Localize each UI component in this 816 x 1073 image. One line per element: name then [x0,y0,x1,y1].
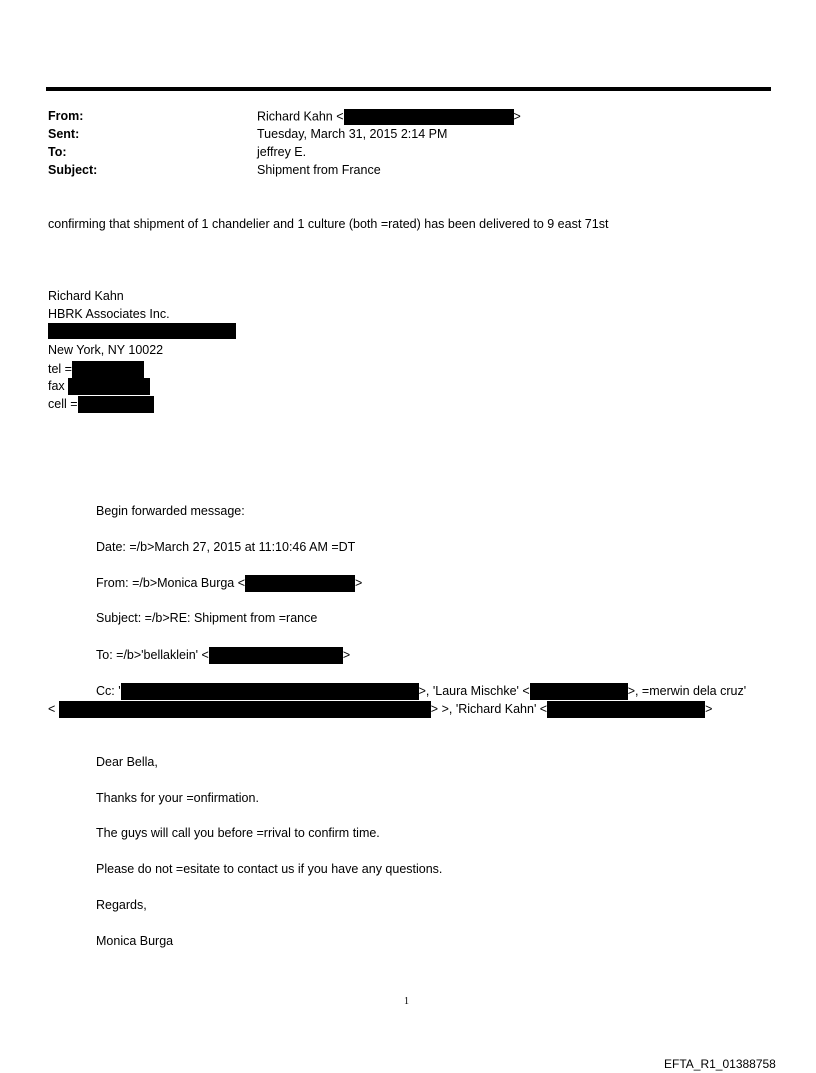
forward-to [96,647,350,664]
redaction-block [245,575,355,592]
message-signoff: Monica Burga [96,934,174,948]
redaction-block [78,396,154,413]
message-closing: Regards, [96,898,147,912]
from-name: Richard Kahn < [257,109,344,124]
to-label: To: [48,145,67,159]
cc2-richard: > >, 'Richard Kahn' < [430,701,548,716]
subject-label: Subject: [48,163,98,177]
header-rule [46,87,771,91]
forward-to-close: > [342,647,351,662]
forward-from [96,575,362,592]
signature-tel [48,361,144,378]
forward-cc-line2 [48,701,712,718]
redaction-block [530,683,628,700]
tel-label: tel = [48,361,72,376]
cc-prefix: Cc: ' [96,683,121,698]
forward-cc [96,683,746,700]
to-value: jeffrey E. [257,145,307,159]
redaction-block [68,378,150,395]
fax-label: fax [48,378,65,393]
redaction-block [72,361,144,378]
message-greeting: Dear Bella, [96,755,158,769]
from-label: From: [48,109,84,123]
intro-text: confirming that shipment of 1 chandelier and 1 culture (both =rated) has been delivered to 9 east 71st [48,217,609,231]
redaction-block [59,701,431,718]
signature-cell [48,396,154,413]
redaction-block [547,701,705,718]
page-number: 1 [404,996,409,1007]
from-value [257,109,521,125]
subject-value: Shipment from France [257,163,381,177]
message-line-2: The guys will call you before =rrival to confirm time. [96,826,380,840]
cc-merwin: >, =merwin dela cruz' [627,683,747,698]
forward-begin: Begin forwarded message: [96,504,245,518]
message-line-3: Please do not =esitate to contact us if you have any questions. [96,862,443,876]
forward-date: Date: =/b>March 27, 2015 at 11:10:46 AM =DT [96,540,356,554]
cc-laura: >, 'Laura Mischke' < [418,683,530,698]
signature-fax [48,378,150,395]
cell-label: cell = [48,396,78,411]
signature-company: HBRK Associates Inc. [48,307,170,321]
signature-city: New York, NY 10022 [48,343,164,357]
sent-value: Tuesday, March 31, 2015 2:14 PM [257,127,448,141]
cc2-close: > [705,701,713,716]
sent-label: Sent: [48,127,80,141]
redaction-block [209,647,343,664]
redaction-block [344,109,514,125]
redaction-block [121,683,419,700]
from-close: > [513,109,521,124]
forward-from-close: > [355,575,363,590]
forward-from-prefix: From: =/b>Monica Burga < [96,575,246,590]
cc2-open: < [48,701,56,716]
message-line-1: Thanks for your =onfirmation. [96,791,259,805]
forward-subject: Subject: =/b>RE: Shipment from =rance [96,611,318,625]
signature-name: Richard Kahn [48,289,124,303]
document-id: EFTA_R1_01388758 [664,1057,776,1071]
forward-to-prefix: To: =/b>'bellaklein' < [96,647,209,662]
redaction-block [48,323,236,339]
